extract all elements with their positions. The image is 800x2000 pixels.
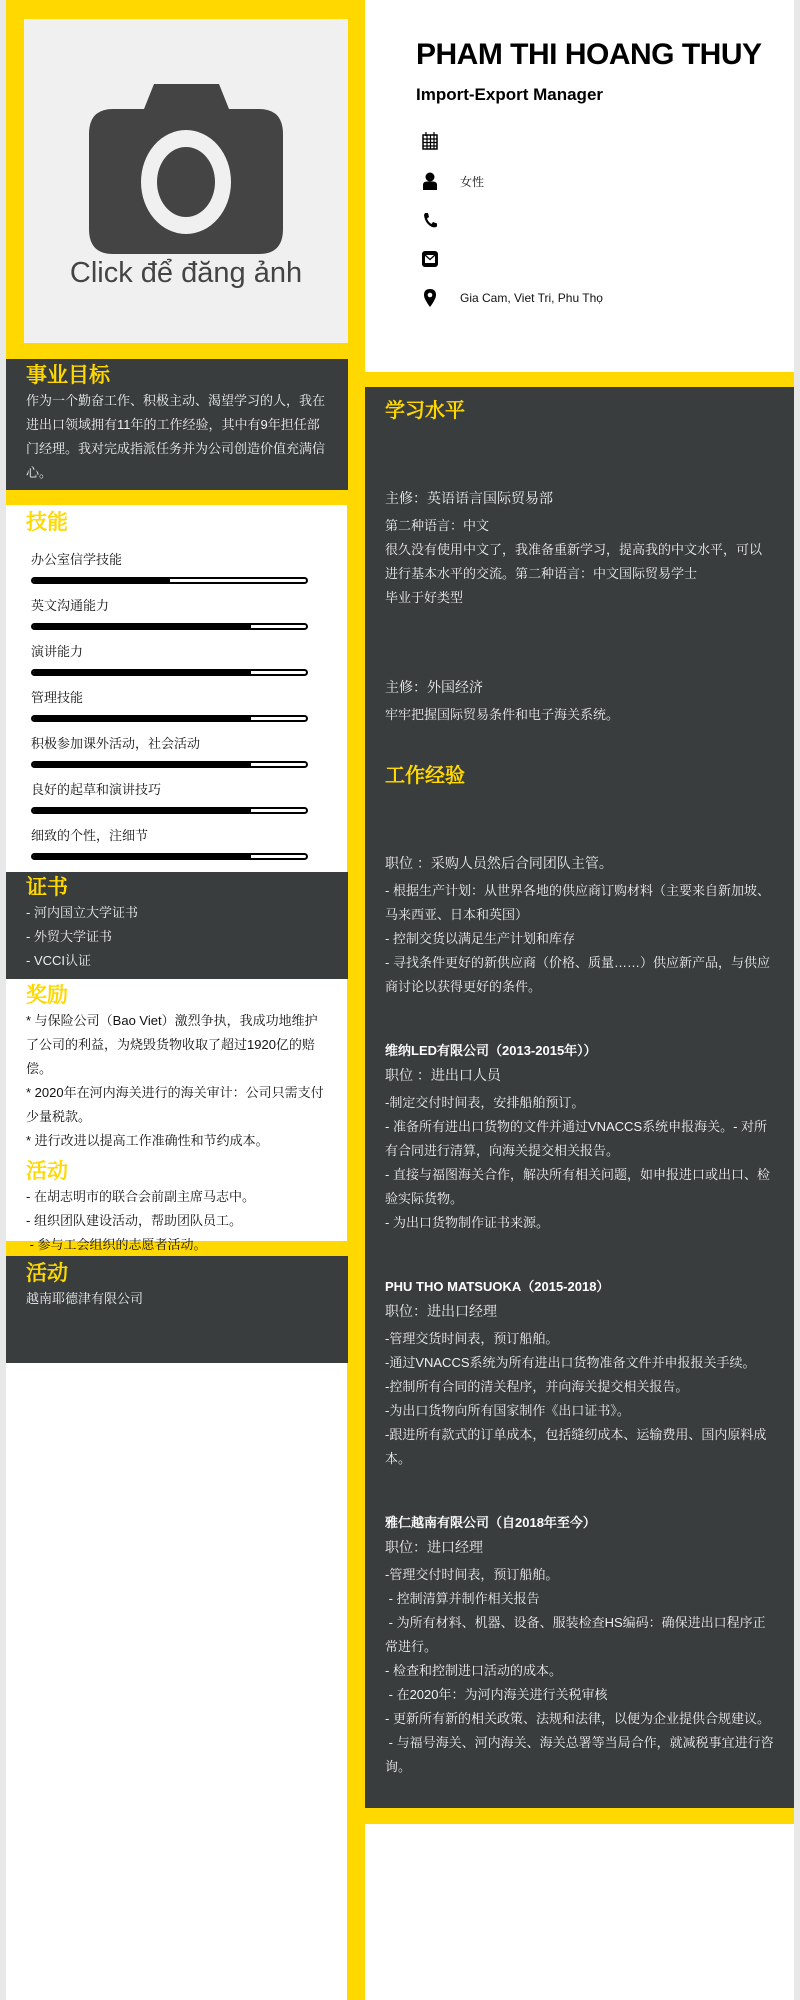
skill-item bbox=[31, 550, 329, 584]
skill-item bbox=[31, 734, 329, 768]
calendar-icon bbox=[420, 132, 440, 150]
job-company: 维纳LED有限公司（2013-2015年）） bbox=[385, 1043, 597, 1058]
photo-upload[interactable] bbox=[24, 19, 348, 343]
job-duty: - 与福号海关、河内海关、海关总署等当局合作，就减税事宜进行咨询。 bbox=[385, 1735, 774, 1774]
skill-item bbox=[31, 780, 329, 814]
activities-heading: 活动 bbox=[26, 1160, 68, 1183]
skills-list bbox=[26, 550, 329, 860]
skill-bar-fill bbox=[33, 763, 251, 766]
award-item: * 进行改进以提高工作准确性和节约成本。 bbox=[26, 1133, 269, 1148]
awards-heading: 奖励 bbox=[26, 984, 68, 1007]
education-entry bbox=[385, 675, 774, 727]
education-line: 牢牢把握国际贸易条件和电子海关系统。 bbox=[385, 707, 620, 722]
skill-label: 管理技能 bbox=[31, 690, 84, 705]
job-duty: -控制所有合同的清关程序，并向海关提交相关报告。 bbox=[385, 1379, 689, 1394]
skill-bar bbox=[31, 715, 308, 722]
activity-item: - 组织团队建设活动，帮助团队员工。 bbox=[26, 1213, 242, 1228]
job-duty: - 为所有材料、机器、设备、服装检查HS编码：确保进出口程序正常进行。 bbox=[385, 1615, 766, 1654]
job-position: 职位：进口经理 bbox=[385, 1539, 483, 1555]
skill-bar bbox=[31, 853, 308, 860]
objective-section bbox=[6, 359, 348, 490]
job-position: 职位 ：进出口人员 bbox=[385, 1067, 501, 1083]
job-duty: -管理交付时间表，预订船舶。 bbox=[385, 1567, 559, 1582]
skill-bar-fill bbox=[33, 579, 170, 582]
activities2-heading: 活动 bbox=[26, 1262, 68, 1285]
education-line: 第二种语言：中文 bbox=[385, 518, 490, 533]
skills-heading: 技能 bbox=[26, 511, 68, 534]
job-duty: - 准备所有进出口货物的文件并通过VNACCS系统申报海关。- 对所有合同进行清算，向海关提交相关报告。 bbox=[385, 1119, 768, 1158]
certificate-item: - VCCI认证 bbox=[26, 953, 92, 968]
job-duty: - 根据生产计划：从世界各地的供应商订购材料（主要来自新加坡、马来西亚、日本和英国） bbox=[385, 883, 770, 922]
skill-bar bbox=[31, 761, 308, 768]
activity-item: - 在胡志明市的联合会前副主席马志中。 bbox=[26, 1189, 255, 1204]
job-duty: -跟进所有款式的订单成本，包括缝纫成本、运输费用、国内原料成本。 bbox=[385, 1427, 767, 1466]
skill-bar bbox=[31, 669, 308, 676]
job-duty: - 检查和控制进口活动的成本。 bbox=[385, 1663, 562, 1678]
job-entry bbox=[385, 1511, 774, 1779]
main-section bbox=[365, 387, 794, 1808]
divider bbox=[365, 372, 794, 387]
job-duty: - 为出口货物制作证书来源。 bbox=[385, 1215, 549, 1230]
job-duty: - 在2020年：为河内海关进行关税审核 bbox=[385, 1687, 608, 1702]
skill-label: 细致的个性，注细节 bbox=[31, 828, 149, 843]
contact-address: Gia Cam, Viet Tri, Phu Thọ bbox=[420, 287, 603, 309]
job-position: 职位：进出口经理 bbox=[385, 1303, 497, 1319]
left-empty-area bbox=[6, 1363, 347, 2000]
activities2-item: 越南耶德津有限公司 bbox=[26, 1291, 144, 1306]
skill-bar-fill bbox=[33, 717, 251, 720]
user-icon bbox=[420, 172, 440, 190]
skill-label: 办公室信学技能 bbox=[31, 552, 123, 567]
job-duty: - 控制清算并制作相关报告 bbox=[385, 1591, 540, 1606]
activities2-section bbox=[6, 1256, 348, 1363]
camera-icon bbox=[89, 84, 283, 254]
certificate-item: - 河内国立大学证书 bbox=[26, 905, 138, 920]
job-duty: - 寻找条件更好的新供应商（价格、质量……）供应新产品，与供应商讨论以获得更好的条件。 bbox=[385, 955, 770, 994]
skill-bar-fill bbox=[33, 671, 251, 674]
skill-label: 积极参加课外活动，社会活动 bbox=[31, 736, 201, 751]
job-company: PHU THO MATSUOKA（2015-2018） bbox=[385, 1279, 610, 1294]
skill-item bbox=[31, 596, 329, 630]
skill-item bbox=[31, 642, 329, 676]
experience-list bbox=[385, 851, 774, 1779]
certificate-item: - 外贸大学证书 bbox=[26, 929, 112, 944]
email-icon bbox=[420, 251, 440, 267]
skill-bar-fill bbox=[33, 855, 251, 858]
contact-birthdate bbox=[420, 130, 460, 152]
education-entry bbox=[385, 486, 774, 610]
page-edge-right bbox=[794, 0, 800, 2000]
job-duty: - 更新所有新的相关政策、法规和法律，以便为企业提供合规建议。 bbox=[385, 1711, 770, 1726]
education-list bbox=[385, 486, 774, 727]
job-entry bbox=[385, 1039, 774, 1235]
job-duty: - 直接与福图海关合作，解决所有相关问题，如申报进口或出口、检验实际货物。 bbox=[385, 1167, 770, 1206]
job-duty: -通过VNACCS系统为所有进出口货物准备文件并申报报关手续。 bbox=[385, 1355, 756, 1370]
awards-section bbox=[6, 979, 347, 1252]
skill-bar bbox=[31, 577, 308, 584]
activity-item: - 参与工会组织的志愿者活动。 bbox=[26, 1237, 207, 1252]
education-heading: 学习水平 bbox=[385, 400, 465, 422]
certificates-section bbox=[6, 872, 348, 979]
contact-email bbox=[420, 248, 460, 270]
award-item: * 与保险公司（Bao Viet）激烈争执，我成功地维护了公司的利益，为烧毁货物收取了超过1920亿的赔偿。 bbox=[26, 1013, 318, 1076]
skill-label: 演讲能力 bbox=[31, 644, 84, 659]
education-major: 主修：外国经济 bbox=[385, 679, 483, 695]
skill-bar bbox=[31, 623, 308, 630]
contact-phone bbox=[420, 209, 460, 231]
certificates-heading: 证书 bbox=[26, 876, 68, 899]
education-line: 很久没有使用中文了，我准备重新学习，提高我的中文水平，可以进行基本水平的交流。第二种语言：中文国际贸易学士 bbox=[385, 542, 763, 581]
job-duty: -管理交货时间表，预订船舶。 bbox=[385, 1331, 559, 1346]
award-item: * 2020年在河内海关进行的海关审计：公司只需支付少量税款。 bbox=[26, 1085, 324, 1124]
skill-label: 英文沟通能力 bbox=[31, 598, 110, 613]
job-duty: -制定交付时间表，安排船舶预订。 bbox=[385, 1095, 585, 1110]
objective-heading: 事业目标 bbox=[26, 364, 110, 387]
phone-icon bbox=[420, 212, 440, 228]
experience-heading: 工作经验 bbox=[385, 765, 465, 787]
job-duty: -为出口货物向所有国家制作《出口证书》。 bbox=[385, 1403, 630, 1418]
skill-bar-fill bbox=[33, 809, 251, 812]
skill-bar bbox=[31, 807, 308, 814]
skills-section bbox=[6, 505, 347, 872]
skill-bar-fill bbox=[33, 625, 251, 628]
job-duty: - 控制交货以满足生产计划和库存 bbox=[385, 931, 575, 946]
objective-text: 作为一个勤奋工作、积极主动、渴望学习的人，我在进出口领域拥有11年的工作经验，其中有9年担任部门经理。我对完成指派任务并为公司创造价值充满信心。 bbox=[26, 393, 326, 480]
job-entry bbox=[385, 851, 774, 999]
skill-item bbox=[31, 688, 329, 722]
contact-gender: 女性 bbox=[420, 170, 484, 192]
candidate-name: PHAM THI HOANG THUY bbox=[416, 38, 762, 71]
skill-label: 良好的起草和演讲技巧 bbox=[31, 782, 162, 797]
photo-upload-caption: Click để đăng ảnh bbox=[69, 257, 303, 289]
job-entry bbox=[385, 1275, 774, 1471]
education-line: 毕业于好类型 bbox=[385, 590, 464, 605]
skill-item bbox=[31, 826, 329, 860]
education-major: 主修：英语语言国际贸易部 bbox=[385, 490, 553, 506]
right-empty-area bbox=[365, 1824, 794, 2000]
job-position: 职位 ：采购人员然后合同团队主管。 bbox=[385, 855, 613, 871]
location-icon bbox=[420, 289, 440, 307]
job-title: Import-Export Manager bbox=[416, 85, 604, 104]
job-company: 雅仁越南有限公司（自2018年至今） bbox=[385, 1515, 596, 1530]
divider bbox=[365, 1808, 794, 1824]
